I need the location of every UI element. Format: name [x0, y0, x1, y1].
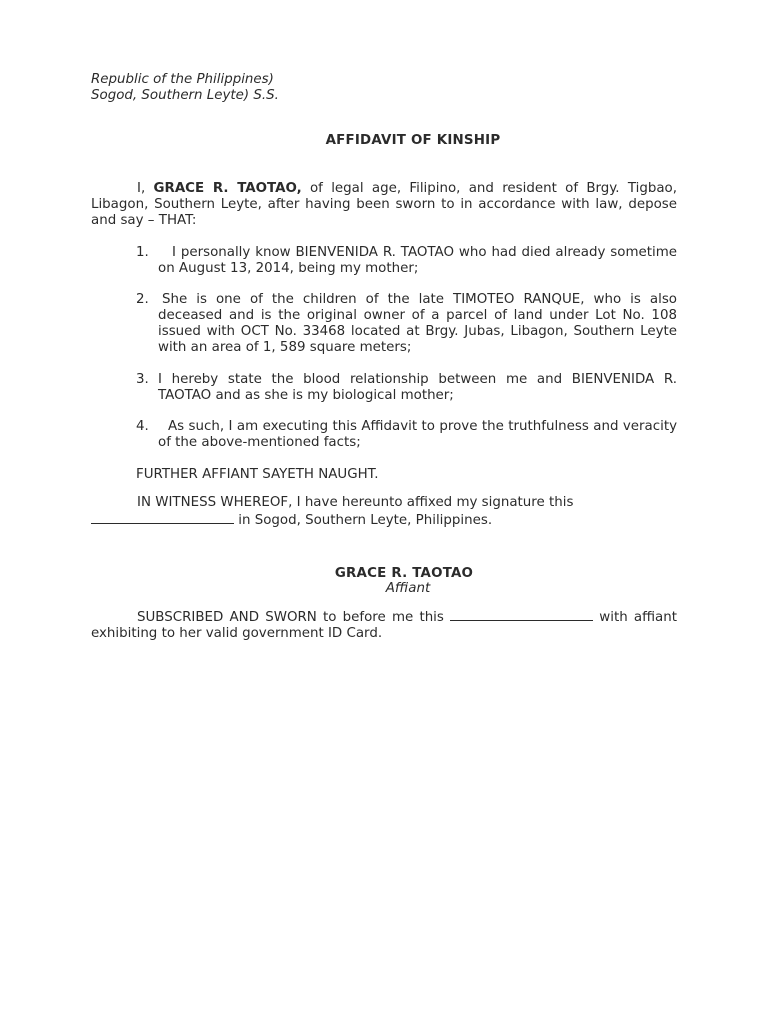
signature-role: Affiant	[385, 581, 431, 596]
witness-pre: IN WITNESS WHEREOF, I have hereunto affixed my signature this	[137, 495, 574, 510]
list-item-number: 2.	[136, 292, 149, 307]
intro-paragraph	[91, 181, 677, 229]
list-item-number: 1.	[136, 245, 149, 260]
list-item-text: As such, I am executing this Affidavit to prove the truthfulness and veracity of the above-mentioned facts;	[158, 419, 677, 450]
venue-line-2: Sogod, Southern Leyte) S.S.	[91, 87, 279, 103]
intro-pre: I,	[137, 181, 154, 196]
list-item-number: 4.	[136, 419, 149, 434]
list-item-number: 3.	[136, 372, 149, 387]
document-title: AFFIDAVIT OF KINSHIP	[325, 133, 501, 148]
further-statement: FURTHER AFFIANT SAYETH NAUGHT.	[136, 467, 379, 482]
subscribed-pre: SUBSCRIBED AND SWORN to before me this	[137, 610, 451, 625]
list-item	[136, 245, 677, 277]
witness-post: in Sogod, Southern Leyte, Philippines.	[234, 513, 493, 528]
venue-block	[91, 72, 279, 103]
witness-paragraph	[91, 495, 677, 529]
subscribed-paragraph	[91, 608, 677, 642]
signature-name: GRACE R. TAOTAO	[334, 566, 474, 581]
list-item-text: I hereby state the blood relationship between me and BIENVENIDA R. TAOTAO and as she is my biological mother;	[158, 372, 677, 403]
affiant-name: GRACE R. TAOTAO,	[153, 181, 302, 196]
intro-rest: of legal age, Filipino, and resident of Brgy. Tigbao, Libagon, Southern Leyte, after having been sworn to in accordance with law, depose and say – THAT:	[91, 181, 677, 228]
list-item	[136, 372, 677, 404]
venue-line-1: Republic of the Philippines)	[91, 72, 274, 87]
list-item	[136, 292, 677, 356]
subscribed-date-blank-field	[450, 608, 593, 621]
subscribed-post: with affiant exhibiting to her valid government ID Card.	[91, 610, 677, 641]
list-item	[136, 419, 677, 451]
date-blank-field	[91, 511, 234, 524]
list-item-text: I personally know BIENVENIDA R. TAOTAO who had died already sometime on August 13, 2014, being my mother;	[158, 245, 677, 276]
list-item-text: She is one of the children of the late TIMOTEO RANQUE, who is also deceased and is the original owner of a parcel of land under Lot No. 108 issued with OCT No. 33468 located at Brgy. Jubas, Libagon, Southern Leyte with an area of 1, 589 square meters;	[158, 292, 677, 355]
